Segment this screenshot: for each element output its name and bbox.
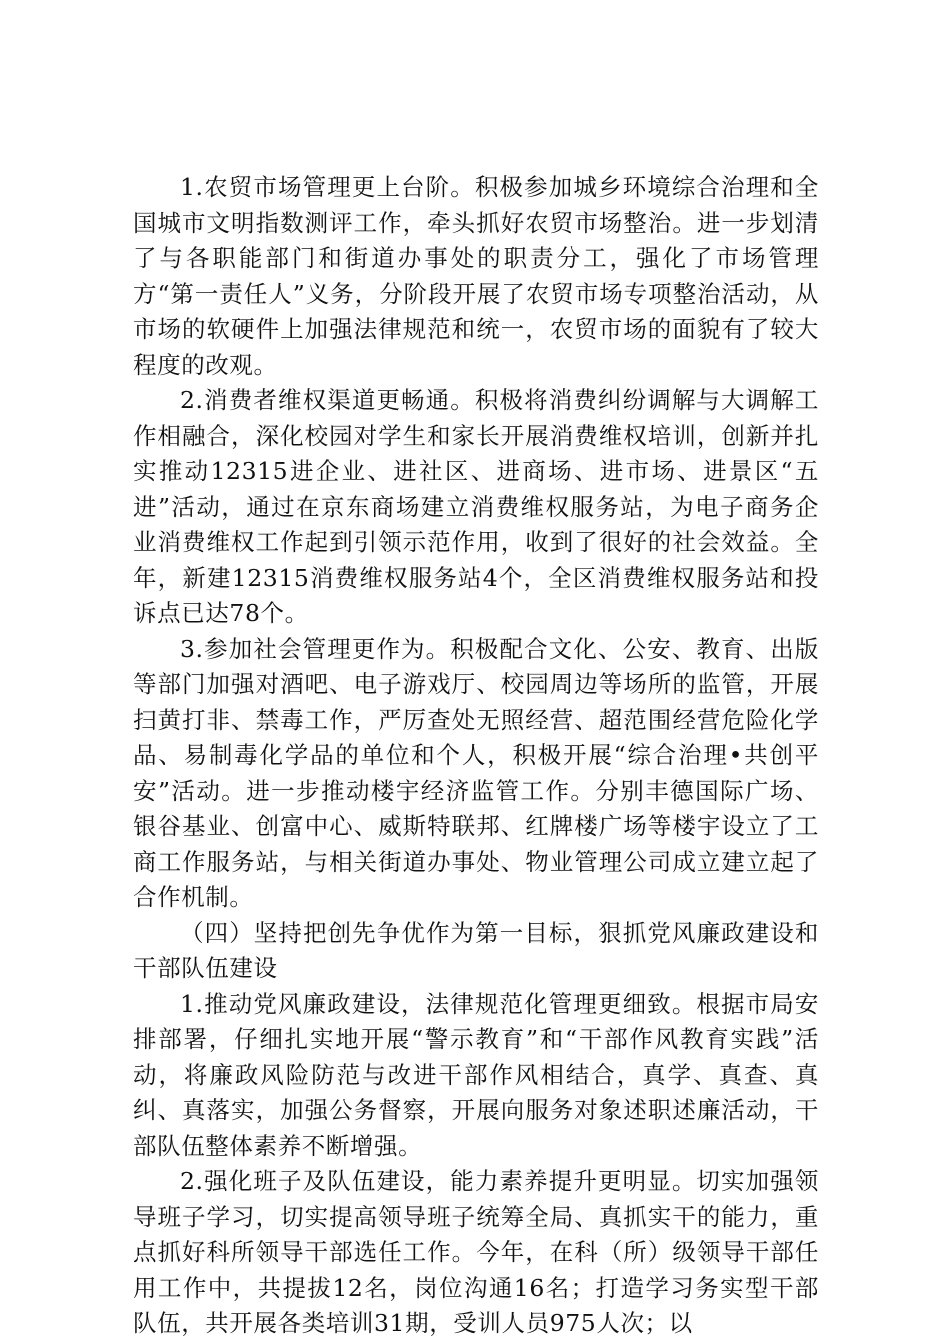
paragraph-team-building: 2.强化班子及队伍建设，能力素养提升更明显。切实加强领导班子学习，切实提高领导班子统筹全局、真抓实干的能力，重点抓好科所领导干部选任工作。今年，在科（所）级领导干部任用工作中，共提拔12名，岗位沟通16名；打造学习务实型干部队伍，共开展各类培训31期，受训人员975人次；以 (133, 1167, 819, 1337)
paragraph-party-conduct: 1.推动党风廉政建设，法律规范化管理更细致。根据市局安排部署，仔细扎实地开展“警示教育”和“干部作风教育实践”活动，将廉政风险防范与改进干部作风相结合，真学、真查、真纠、真落实，加强公务督察，开展向服务对象述职述廉活动，干部队伍整体素养不断增强。 (133, 989, 819, 1160)
paragraph-farm-market: 1.农贸市场管理更上台阶。积极参加城乡环境综合治理和全国城市文明指数测评工作，牵头抓好农贸市场整治。进一步划清了与各职能部门和街道办事处的职责分工，强化了市场管理方“第一责任人”义务，分阶段开展了农贸市场专项整治活动，从市场的软硬件上加强法律规范和统一，农贸市场的面貌有了较大程度的改观。 (133, 173, 819, 379)
section-heading-four: （四）坚持把创先争优作为第一目标，狠抓党风廉政建设和干部队伍建设 (133, 918, 819, 982)
paragraph-consumer-rights: 2.消费者维权渠道更畅通。积极将消费纠纷调解与大调解工作相融合，深化校园对学生和家长开展消费维权培训，创新并扎实推动12315进企业、进社区、进商场、进市场、进景区“五进”活动，通过在京东商场建立消费维权服务站，为电子商务企业消费维权工作起到引领示范作用，收到了很好的社会效益。全年，新建12315消费维权服务站4个，全区消费维权服务站和投诉点已达78个。 (133, 386, 819, 627)
document-body (133, 170, 819, 1342)
paragraph-social-management: 3.参加社会管理更作为。积极配合文化、公安、教育、出版等部门加强对酒吧、电子游戏厅、校园周边等场所的监管，开展扫黄打非、禁毒工作，严厉查处无照经营、超范围经营危险化学品、易制毒化学品的单位和个人，积极开展“综合治理•共创平安”活动。进一步推动楼宇经济监管工作。分别丰德国际广场、银谷基业、创富中心、威斯特联邦、红牌楼广场等楼宇设立了工商工作服务站，与相关街道办事处、物业管理公司成立建立起了合作机制。 (133, 634, 819, 911)
